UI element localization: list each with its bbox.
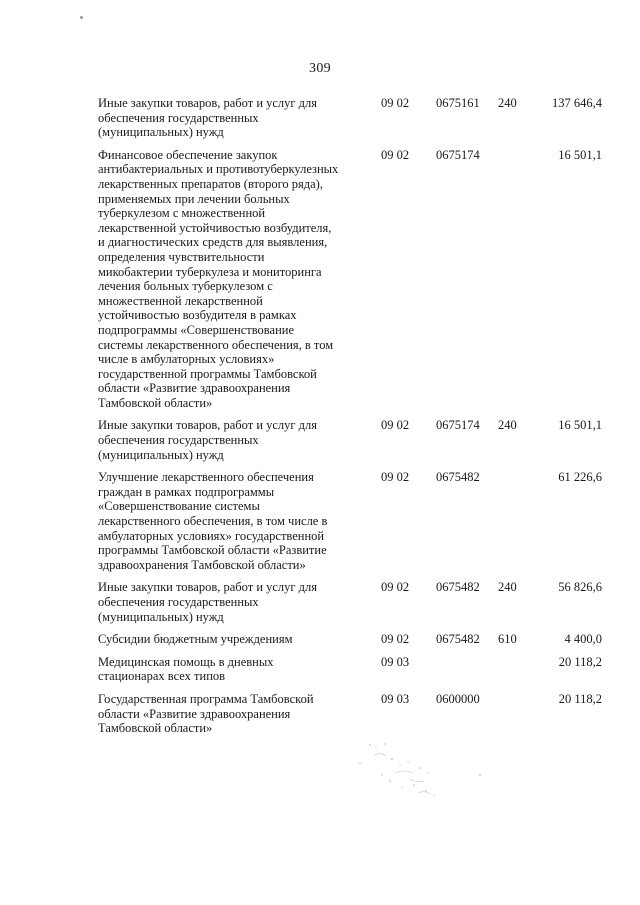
table-row [98,692,608,736]
expense-name: Иные закупки товаров, работ и услуг для обеспечения государственных (муниципальных) нужд [98,580,318,624]
expense-type-code: 240 [498,418,517,433]
section-code: 09 02 [381,632,410,647]
amount: 16 501,1 [558,418,602,433]
expense-name: Улучшение лекарственного обеспечения граждан в рамках подпрограммы «Совершенствование системы лекарственного обеспечения, в том числе в амбулаторных условиях» государственной программы Тамбовской области «Развитие здравоохранения Тамбовской области» [98,470,328,572]
expense-name: Субсидии бюджетным учреждениям [98,632,293,647]
expense-name: Медицинская помощь в дневных стационарах всех типов [98,654,274,684]
target-code: 0675482 [436,470,480,485]
expense-type-code: 240 [498,96,517,110]
target-code: 0675161 [436,96,480,110]
target-code: 0675482 [436,632,480,647]
expense-name: Иные закупки товаров, работ и услуг для обеспечения государственных (муниципальных) нужд [98,96,318,140]
section-code: 09 02 [381,580,410,595]
amount: 20 118,2 [558,691,602,706]
target-code: 0675174 [436,418,480,433]
expense-name: Финансовое обеспечение закупок антибактериальных и противотуберкулезных лекарственных препаратов (второго ряда), применяемых при лечении больных туберкулезом с множественной лекарственной устойчивостью возбудителя, и диагностических средств для выявления, определения чувствительности микобактерии туберкулеза и мониторинга лечения больных туберкулезом с множественной лекарственной устойчивостью возбудителя в рамках подпрограммы «Совершенствование системы лекарственного обеспечения, в том числе в амбулаторных условиях» государственной программы Тамбовской области «Развитие здравоохранения Тамбовской области» [98,147,339,410]
target-code: 0675174 [436,147,480,162]
page-number: 309 [309,61,331,76]
scan-speck [80,16,83,19]
table-row [98,418,608,462]
faint-stamp-marks [330,735,490,805]
target-code: 0675482 [436,580,480,595]
amount: 4 400,0 [564,632,602,647]
table-row [98,655,608,684]
table-row [98,580,608,624]
table-row [98,96,608,140]
expense-type-code: 240 [498,580,517,595]
budget-table [98,96,608,744]
amount: 56 826,6 [558,580,602,595]
section-code: 09 02 [381,418,410,433]
section-code: 09 02 [381,470,410,485]
expense-name: Иные закупки товаров, работ и услуг для обеспечения государственных (муниципальных) нужд [98,418,318,462]
amount: 20 118,2 [558,654,602,669]
expense-type-code: 610 [498,632,517,647]
target-code: 0600000 [436,691,480,706]
section-code: 09 03 [381,654,410,669]
table-row [98,148,608,411]
section-code: 09 02 [381,147,410,162]
amount: 137 646,4 [552,96,602,110]
expense-name: Государственная программа Тамбовской области «Развитие здравоохранения Тамбовской области» [98,691,314,736]
amount: 61 226,6 [558,470,602,485]
section-code: 09 02 [381,96,410,110]
table-row [98,470,608,572]
amount: 16 501,1 [558,147,602,162]
section-code: 09 03 [381,691,410,706]
table-row [98,632,608,647]
